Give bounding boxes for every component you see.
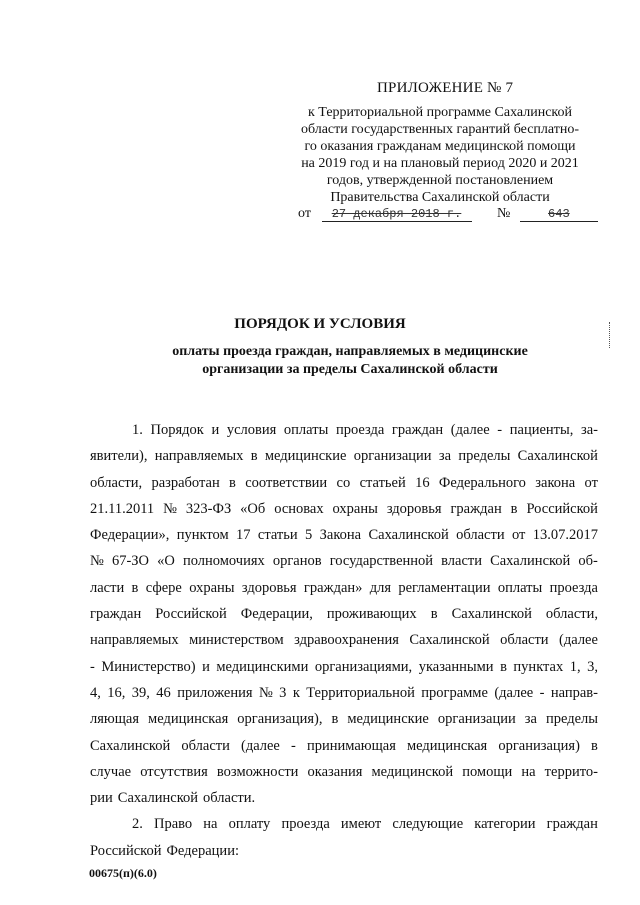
body-line — [90, 470, 598, 496]
body-line — [90, 522, 598, 548]
appendix-line: области государственных гарантий бесплатно- — [300, 122, 580, 137]
body-word: и — [202, 658, 210, 675]
body-word: принимающая — [306, 737, 396, 754]
body-word: сфере — [145, 579, 182, 596]
body-word: указанными — [418, 658, 494, 675]
body-word: 323-ФЗ — [185, 500, 232, 517]
body-word: 16, — [107, 684, 126, 701]
body-word: проезда — [335, 422, 385, 438]
body-line — [90, 654, 598, 680]
body-word: пределы — [458, 448, 511, 465]
body-word: 3 — [279, 684, 287, 701]
body-word: 2. — [132, 816, 143, 833]
body-word: статьей — [359, 474, 406, 491]
body-word: оплату — [228, 816, 271, 833]
body-word: Сахалинской — [490, 553, 571, 570]
body-word: (далее — [494, 684, 534, 701]
body-word: медицинские — [347, 711, 429, 728]
body-word: полномочиях — [182, 553, 265, 570]
body-word: следующие — [392, 816, 464, 833]
body-word: за — [524, 711, 537, 728]
body-word: от — [584, 474, 598, 491]
body-word: № — [90, 553, 104, 570]
body-word: в — [250, 448, 258, 465]
resolution-date: 27 декабря 2018 г. — [322, 207, 472, 222]
body-word: Порядок — [150, 422, 204, 438]
body-word: 4, — [90, 684, 101, 701]
body-word: - — [497, 422, 503, 438]
body-word: охраны — [332, 500, 378, 517]
body-word: в — [331, 711, 339, 728]
body-word: 1, — [569, 658, 581, 675]
body-word: области — [456, 527, 505, 544]
body-word: Федерации», — [90, 527, 170, 544]
appendix-line: Правительства Сахалинской области — [330, 190, 550, 205]
body-word: приложения — [177, 684, 253, 701]
body-word: 5 — [305, 527, 313, 544]
body-word: Федерации: — [166, 842, 239, 859]
body-word: за- — [581, 422, 598, 438]
resolution-date-row — [298, 206, 598, 222]
body-line — [90, 575, 598, 601]
body-word: граждан» — [303, 579, 363, 596]
body-line — [90, 733, 598, 759]
body-word: области. — [203, 790, 256, 807]
body-word: - — [291, 737, 296, 754]
body-word: - — [539, 684, 545, 701]
body-word: оказания — [307, 763, 363, 780]
body-word: граждан — [90, 606, 142, 623]
body-word: имеют — [340, 816, 382, 833]
document-title: ПОРЯДОК И УСЛОВИЯ — [234, 316, 406, 332]
body-word: к — [292, 684, 300, 701]
body-word: возможности — [216, 763, 299, 780]
body-line — [90, 443, 598, 469]
body-word: Закона — [319, 527, 362, 544]
body-line — [90, 548, 598, 574]
body-line — [90, 811, 598, 837]
body-word: категории — [474, 816, 536, 833]
appendix-line: годов, утвержденной постановлением — [326, 173, 554, 188]
body-word: для — [369, 579, 392, 596]
body-word: помощи — [462, 763, 513, 780]
document-body — [90, 417, 598, 864]
body-word: Сахалинской — [90, 737, 171, 754]
body-word: 13.07.2017 — [532, 527, 598, 544]
resolution-number: 643 — [520, 207, 598, 222]
body-word: (далее — [240, 737, 280, 754]
body-word: рии — [90, 790, 113, 807]
body-word: отсутствия — [140, 763, 208, 780]
body-word: за — [438, 448, 452, 465]
body-word: медицинскими — [216, 658, 309, 675]
body-word: регламентации — [398, 579, 491, 596]
body-word: Сахалинской — [451, 606, 532, 623]
body-word: органов — [272, 553, 322, 570]
body-word: явители), — [90, 448, 148, 465]
subtitle-line: оплаты проезда граждан, направляемых в медицинские — [172, 344, 528, 359]
body-word: оплаты — [497, 579, 543, 596]
body-word: организациями, — [314, 658, 413, 675]
body-word: 46 — [156, 684, 171, 701]
body-word: ласти — [90, 579, 125, 596]
body-line — [90, 496, 598, 522]
body-word: организации — [353, 448, 432, 465]
body-word: № — [163, 500, 177, 517]
body-word: в — [131, 579, 139, 596]
body-line — [90, 601, 598, 627]
body-word: (далее — [559, 632, 598, 649]
body-word: граждан — [450, 500, 502, 517]
body-word: медицинская — [148, 711, 229, 728]
body-word: 16 — [415, 474, 430, 491]
body-word: 3, — [587, 658, 598, 675]
body-word: граждан — [546, 816, 598, 833]
body-word: оплаты — [283, 422, 329, 438]
body-word: государственной — [329, 553, 434, 570]
body-word: власти — [441, 553, 482, 570]
body-word: направляемых — [90, 632, 179, 649]
body-word: условия — [226, 422, 277, 438]
body-word: Российской — [526, 500, 598, 517]
appendix-line: го оказания гражданам медицинской помощи — [304, 139, 576, 154]
body-word: Сахалинской — [409, 632, 490, 649]
number-label: № — [497, 206, 511, 221]
body-word: медицинские — [264, 448, 347, 465]
body-word: программе — [421, 684, 488, 701]
body-word: № — [258, 684, 273, 701]
body-word: Министерство) — [101, 658, 196, 675]
body-word: статьи — [257, 527, 298, 544]
body-word: в — [500, 658, 507, 675]
body-word: террито- — [544, 763, 598, 780]
body-word: (далее — [450, 422, 490, 438]
body-word: закона — [535, 474, 576, 491]
document-code: 00675(п)(6.0) — [89, 866, 157, 880]
body-word: граждан — [391, 422, 444, 438]
body-word: в — [510, 500, 518, 517]
date-prefix: от — [298, 206, 311, 221]
body-word: Территориальной — [306, 684, 415, 701]
body-word: 21.11.2011 — [90, 500, 155, 517]
body-line — [90, 417, 598, 443]
body-word: в — [430, 606, 438, 623]
body-word: Российской — [155, 606, 227, 623]
body-word: «Об — [240, 500, 266, 517]
body-word: здравоохранения — [294, 632, 399, 649]
appendix-reference — [280, 104, 600, 206]
body-word: об- — [578, 553, 598, 570]
body-word: Право — [154, 816, 193, 833]
body-word: министерством — [189, 632, 284, 649]
appendix-title: ПРИЛОЖЕНИЕ № 7 — [377, 80, 514, 96]
document-subtitle — [120, 343, 580, 379]
body-word: здоровья — [386, 500, 442, 517]
body-word: Федерального — [438, 474, 526, 491]
body-word: от — [511, 527, 526, 544]
body-word: организация) — [498, 737, 580, 754]
body-word: основах — [274, 500, 324, 517]
body-word: области, — [90, 474, 143, 491]
body-word: в — [591, 737, 598, 754]
body-word: разработан — [151, 474, 220, 491]
appendix-line: к Территориальной программе Сахалинской — [308, 105, 572, 120]
body-word: организации — [437, 711, 516, 728]
body-word: области — [500, 632, 549, 649]
body-word: организация), — [237, 711, 323, 728]
body-word: пунктом — [176, 527, 229, 544]
body-word: охраны — [189, 579, 235, 596]
body-word: «О — [157, 553, 175, 570]
body-word: Сахалинской — [368, 527, 449, 544]
body-word: медицинской — [371, 763, 454, 780]
body-word: ляющая — [90, 711, 140, 728]
body-line — [90, 759, 598, 785]
body-word: Федерации, — [240, 606, 313, 623]
body-word: области — [181, 737, 230, 754]
body-line — [90, 785, 598, 811]
body-word: Сахалинской — [117, 790, 199, 807]
body-word: направ- — [550, 684, 598, 701]
body-word: пределы — [545, 711, 598, 728]
body-word: проезда — [281, 816, 330, 833]
body-word: области, — [545, 606, 598, 623]
body-word: 67-ЗО — [111, 553, 150, 570]
body-word: - — [90, 658, 95, 675]
body-word: пунктах — [513, 658, 564, 675]
body-line — [90, 680, 598, 706]
body-word: в — [229, 474, 236, 491]
body-word: здоровья — [241, 579, 297, 596]
body-word: Сахалинской — [517, 448, 598, 465]
body-word: медицинская — [407, 737, 488, 754]
body-word: соответствии — [245, 474, 328, 491]
body-word: Российской — [90, 842, 162, 859]
body-word: случае — [90, 763, 132, 780]
body-word: пациенты, — [509, 422, 574, 438]
appendix-line: на 2019 год и на плановый период 2020 и 2021 — [301, 156, 579, 171]
body-word: 39, — [131, 684, 150, 701]
body-word: 1. — [132, 422, 143, 438]
body-word: проживающих — [326, 606, 417, 623]
body-line — [90, 627, 598, 653]
body-word: проезда — [549, 579, 598, 596]
body-word: направляемых — [154, 448, 244, 465]
body-word: на — [203, 816, 218, 833]
body-word: на — [521, 763, 536, 780]
body-word: со — [336, 474, 351, 491]
body-word: 17 — [236, 527, 251, 544]
body-word: и — [211, 422, 220, 438]
subtitle-line: организации за пределы Сахалинской области — [202, 362, 498, 377]
body-line — [90, 838, 598, 864]
body-line — [90, 706, 598, 732]
